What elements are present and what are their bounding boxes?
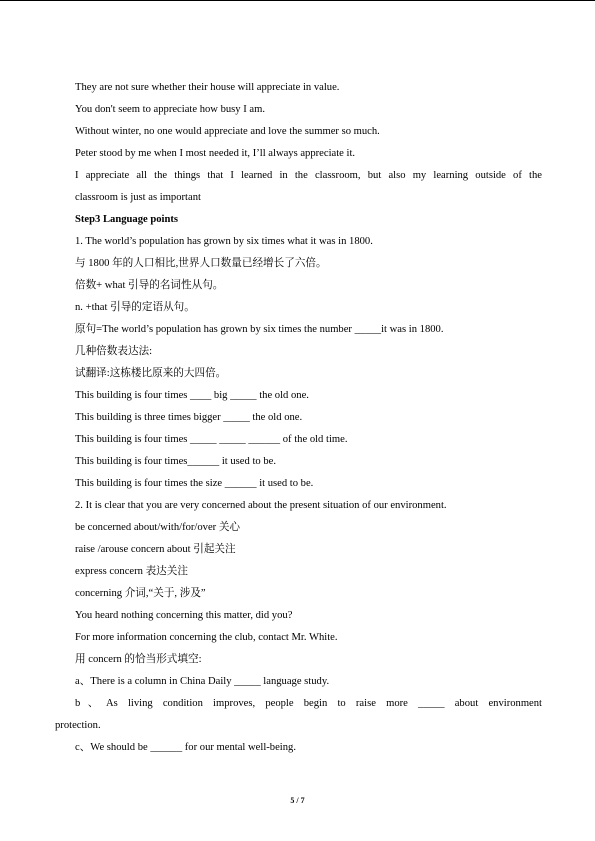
- text-line: 与 1800 年的人口相比,世界人口数量已经增长了六倍。: [75, 258, 327, 269]
- text-line: classroom is just as important: [75, 192, 201, 203]
- text-line: 1. The world’s population has grown by six times what it was in 1800.: [75, 236, 373, 247]
- section-heading: Step3 Language points: [75, 214, 179, 225]
- text-line: You heard nothing concerning this matter, did you?: [75, 610, 293, 621]
- text-line: They are not sure whether their house will appreciate in value.: [75, 82, 340, 93]
- text-line: concerning 介词,“关于, 涉及”: [75, 588, 206, 599]
- text-line: This building is four times ____ big _____ the old one.: [75, 390, 309, 401]
- text-line: Peter stood by me when I most needed it, I’ll always appreciate it.: [75, 148, 356, 159]
- text-line: protection.: [55, 720, 101, 731]
- text-line: raise /arouse concern about 引起关注: [75, 544, 236, 555]
- text-line: 几种倍数表达法:: [75, 346, 153, 357]
- text-line: n. +that 引导的定语从句。: [75, 302, 195, 313]
- text-line: You don't seem to appreciate how busy I am.: [75, 104, 266, 115]
- text-line: 试翻译:这栋楼比原来的大四倍。: [75, 368, 227, 379]
- text-line: This building is four times _____ _____ ______ of the old time.: [75, 434, 348, 445]
- text-line: express concern 表达关注: [75, 566, 188, 577]
- text-line: be concerned about/with/for/over 关心: [75, 522, 241, 533]
- text-line: 用 concern 的恰当形式填空:: [75, 654, 202, 665]
- text-line: Without winter, no one would appreciate and love the summer so much.: [75, 126, 380, 137]
- text-line: This building is three times bigger _____ the old one.: [75, 412, 303, 423]
- text-line: This building is four times the size ______ it used to be.: [75, 478, 314, 489]
- exercise-item: a、There is a column in China Daily _____ language study.: [75, 676, 330, 687]
- text-line: This building is four times______ it used to be.: [75, 456, 276, 467]
- header-rule: [0, 0, 595, 1]
- page-number: 5 / 7: [290, 796, 305, 805]
- text-line: I appreciate all the things that I learned in the classroom, but also my learning outside of the: [75, 170, 542, 181]
- text-line: 倍数+ what 引导的名词性从句。: [75, 280, 224, 291]
- text-line: 原句=The world’s population has grown by six times the number _____it was in 1800.: [75, 324, 444, 335]
- text-line: 2. It is clear that you are very concerned about the present situation of our environment.: [75, 500, 447, 511]
- exercise-item: b、As living condition improves, people begin to raise more _____ about environment: [75, 698, 542, 709]
- exercise-item: c、We should be ______ for our mental well-being.: [75, 742, 296, 753]
- text-line: For more information concerning the club, contact Mr. White.: [75, 632, 338, 643]
